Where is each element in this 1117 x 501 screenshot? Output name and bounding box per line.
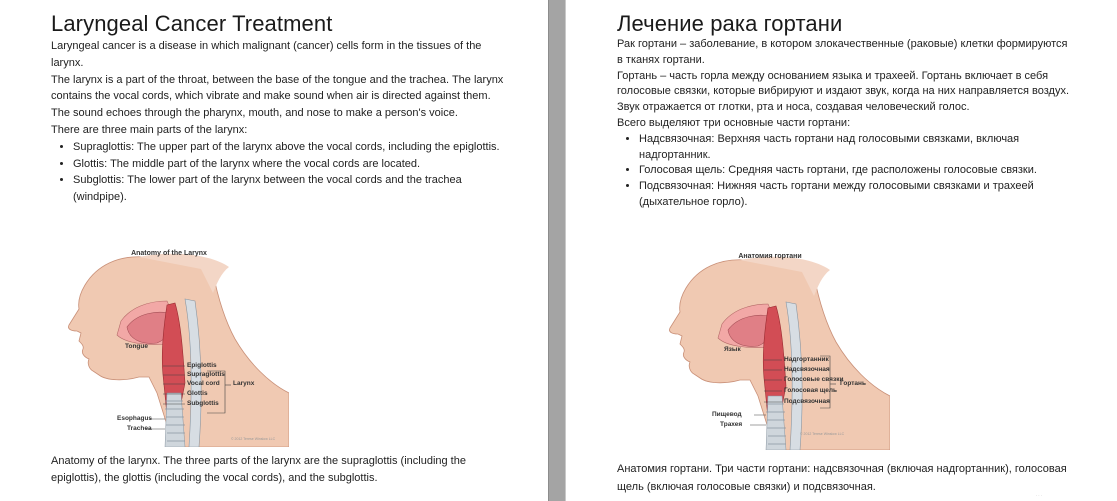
supraglottis-label: Надсвязочная: [784, 366, 830, 373]
glottis-label: Glottis: [187, 390, 208, 397]
epiglottis-label: Epiglottis: [187, 362, 217, 369]
supraglottis-label: Supraglottis: [187, 371, 225, 378]
parts-list: [617, 132, 1072, 211]
page-title: Laryngeal Cancer Treatment: [51, 11, 333, 36]
larynx-anatomy-figure: [650, 246, 890, 450]
larynx-label: Larynx: [233, 380, 255, 387]
trachea-label: Trachea: [127, 425, 152, 432]
intro-paragraph: Рак гортани – заболевание, в котором злокачественные (раковые) клетки формируются в тканях гортани.: [617, 38, 1068, 66]
copyright-note: © 2012 Terese Winslow LLC: [231, 437, 276, 441]
figure-caption: Анатомия гортани. Три части гортани: надсвязочная (включая надгортанник), голосовая щель (включая голосовые связки) и подсвязочная.: [617, 463, 1067, 493]
description-paragraph: Гортань – часть горла между основанием языка и трахеей. Гортань включает в себя голосовые связки, которые вибрируют и издают звук, когда на них направляется воздух. Звук отражается от глотки, рта и носа, создавая человеческий голос.: [617, 69, 1070, 114]
page-gutter: [548, 0, 566, 501]
parts-intro: Всего выделяют три основные части гортани:: [617, 116, 851, 129]
anatomy-illustration: [49, 243, 289, 447]
list-item-glottis: • Glottis: The middle part of the larynx where the vocal cords are located.: [73, 156, 506, 173]
trachea-label: Трахея: [720, 421, 743, 428]
russian-page: [566, 0, 1117, 501]
list-item-subglottis: • Подсвязочная: Нижняя часть гортани между голосовыми связками и трахеей (дыхательное горло).: [639, 179, 1072, 211]
intro-paragraph: Laryngeal cancer is a disease in which malignant (cancer) cells form in the tissues of the larynx.: [51, 40, 482, 69]
anatomy-illustration: [650, 246, 890, 450]
list-item-supraglottis: • Supraglottis: The upper part of the larynx above the vocal cords, including the epiglottis.: [73, 139, 506, 156]
list-item-glottis: • Голосовая щель: Средняя часть гортани, где расположены голосовые связки.: [639, 163, 1072, 179]
figure-title: Анатомия гортани: [738, 253, 802, 260]
esophagus-label: Esophagus: [117, 415, 153, 422]
figure-caption: Anatomy of the larynx. The three parts of the larynx are the supraglottis (including the epiglottis), the glottis (including the vocal cords), and the subglottis.: [51, 455, 466, 484]
figure-title: Anatomy of the Larynx: [131, 250, 207, 257]
list-item-supraglottis: • Надсвязочная: Верхняя часть гортани над голосовыми связками, включая надгортанник.: [639, 132, 1072, 164]
epiglottis-label: Надгортанник: [784, 356, 829, 363]
tongue-label: Tongue: [125, 343, 148, 350]
subglottis-label: Подсвязочная: [784, 398, 830, 405]
parts-intro: There are three main parts of the larynx:: [51, 123, 248, 136]
tongue-label: Язык: [724, 346, 741, 353]
description-paragraph: The larynx is a part of the throat, between the base of the tongue and the trachea. The larynx contains the vocal cords, which vibrate and make sound when air is directed against them. The sound echoes through the pharynx, mouth, and nose to make a person's voice.: [51, 73, 504, 120]
vocal-cord-label: Vocal cord: [187, 380, 220, 387]
page-title: Лечение рака гортани: [617, 11, 843, 36]
esophagus-label: Пищевод: [712, 411, 742, 418]
copyright-note: © 2012 Terese Winslow LLC: [800, 432, 845, 436]
body-text: [617, 37, 1072, 211]
larynx-label: Гортань: [840, 380, 866, 387]
body-text: [51, 38, 506, 206]
larynx-anatomy-figure: [49, 243, 289, 447]
parts-list: [51, 139, 506, 206]
glottis-label: Голосовая щель: [784, 387, 838, 394]
list-item-subglottis: • Subglottis: The lower part of the larynx between the vocal cords and the trachea (windpipe).: [73, 172, 506, 206]
vocal-cords-label: Голосовые связки: [784, 376, 844, 383]
page-mark: · · ·: [1035, 493, 1042, 498]
english-page: [0, 0, 548, 501]
subglottis-label: Subglottis: [187, 400, 219, 407]
